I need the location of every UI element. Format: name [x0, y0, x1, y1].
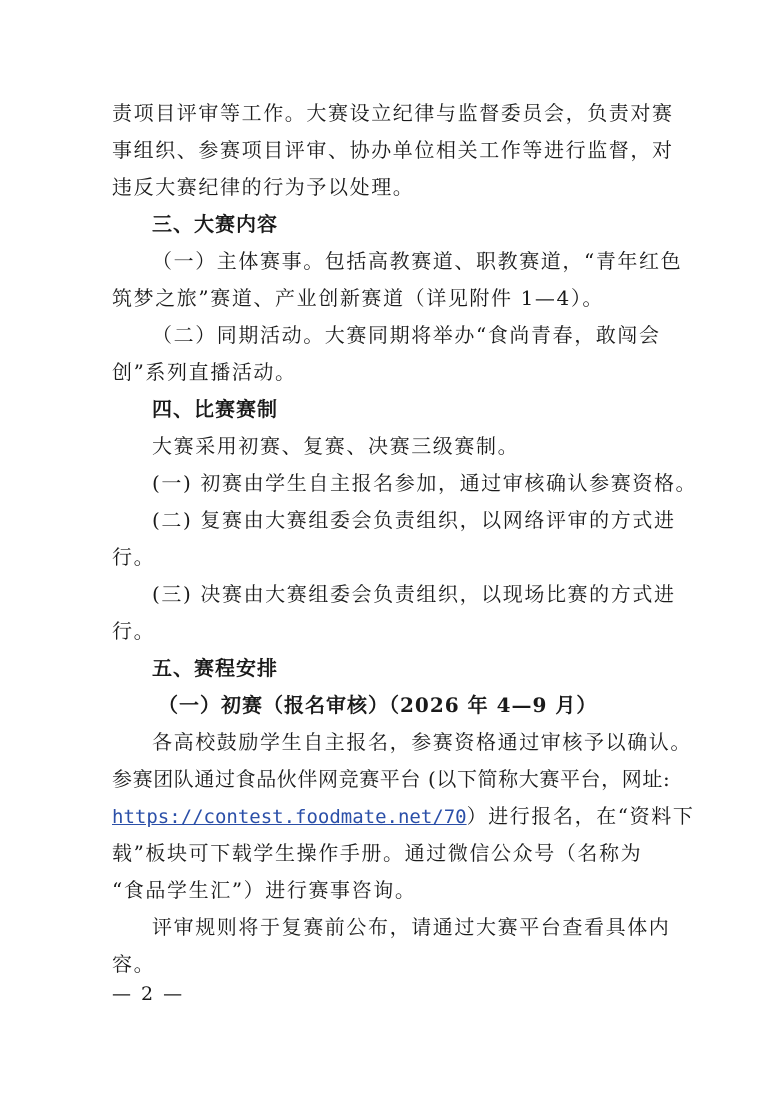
- document-body: [112, 95, 698, 983]
- section-heading-5: 五、赛程安排: [152, 656, 278, 680]
- paragraph-line: 筑梦之旅”赛道、产业创新赛道（详见附件 1—4）。: [112, 286, 605, 310]
- section-heading-3: 三、大赛内容: [152, 212, 278, 236]
- page-number: — 2 —: [112, 983, 185, 1005]
- paragraph-line: (一) 初赛由学生自主报名参加，通过审核确认参赛资格。: [152, 471, 698, 495]
- paragraph-line: 各高校鼓励学生自主报名，参赛资格通过审核予以确认。: [152, 730, 692, 754]
- paragraph-line: (二) 复赛由大赛组委会负责组织，以网络评审的方式进: [152, 508, 676, 532]
- paragraph-line: 载”板块可下载学生操作手册。通过微信公众号（名称为: [112, 841, 643, 865]
- paragraph-line: （二）同期活动。大赛同期将举办“食尚青春，敢闯会: [152, 323, 661, 347]
- contest-url-link[interactable]: https://contest.foodmate.net/70: [112, 806, 467, 828]
- paragraph-line: 参赛团队通过食品伙伴网竞赛平台 (以下简称大赛平台，网址:: [112, 767, 671, 791]
- paragraph-line: 行。: [112, 619, 156, 643]
- paragraph-line: [112, 798, 695, 835]
- paragraph-line: 违反大赛纪律的行为予以处理。: [112, 175, 415, 199]
- paragraph-line: 容。: [112, 952, 156, 976]
- paragraph-line: 事组织、参赛项目评审、协办单位相关工作等进行监督，对: [112, 138, 674, 162]
- subsection-heading: （一）初赛（报名审核）（2026 年 4—9 月）: [158, 693, 598, 717]
- paragraph-line: （一）主体赛事。包括高教赛道、职教赛道，“青年红色: [152, 249, 683, 273]
- paragraph-line: “食品学生汇”）进行赛事咨询。: [112, 878, 417, 902]
- paragraph-line: 大赛采用初赛、复赛、决赛三级赛制。: [152, 434, 520, 458]
- paragraph-line: 责项目评审等工作。大赛设立纪律与监督委员会，负责对赛: [112, 101, 674, 125]
- paragraph-line: (三) 决赛由大赛组委会负责组织，以现场比赛的方式进: [152, 582, 676, 606]
- paragraph-line: 创”系列直播活动。: [112, 360, 297, 384]
- paragraph-text: ）进行报名，在“资料下: [466, 804, 695, 828]
- section-heading-4: 四、比赛赛制: [152, 397, 278, 421]
- paragraph-line: 行。: [112, 545, 156, 569]
- paragraph-line: 评审规则将于复赛前公布，请通过大赛平台查看具体内: [152, 915, 671, 939]
